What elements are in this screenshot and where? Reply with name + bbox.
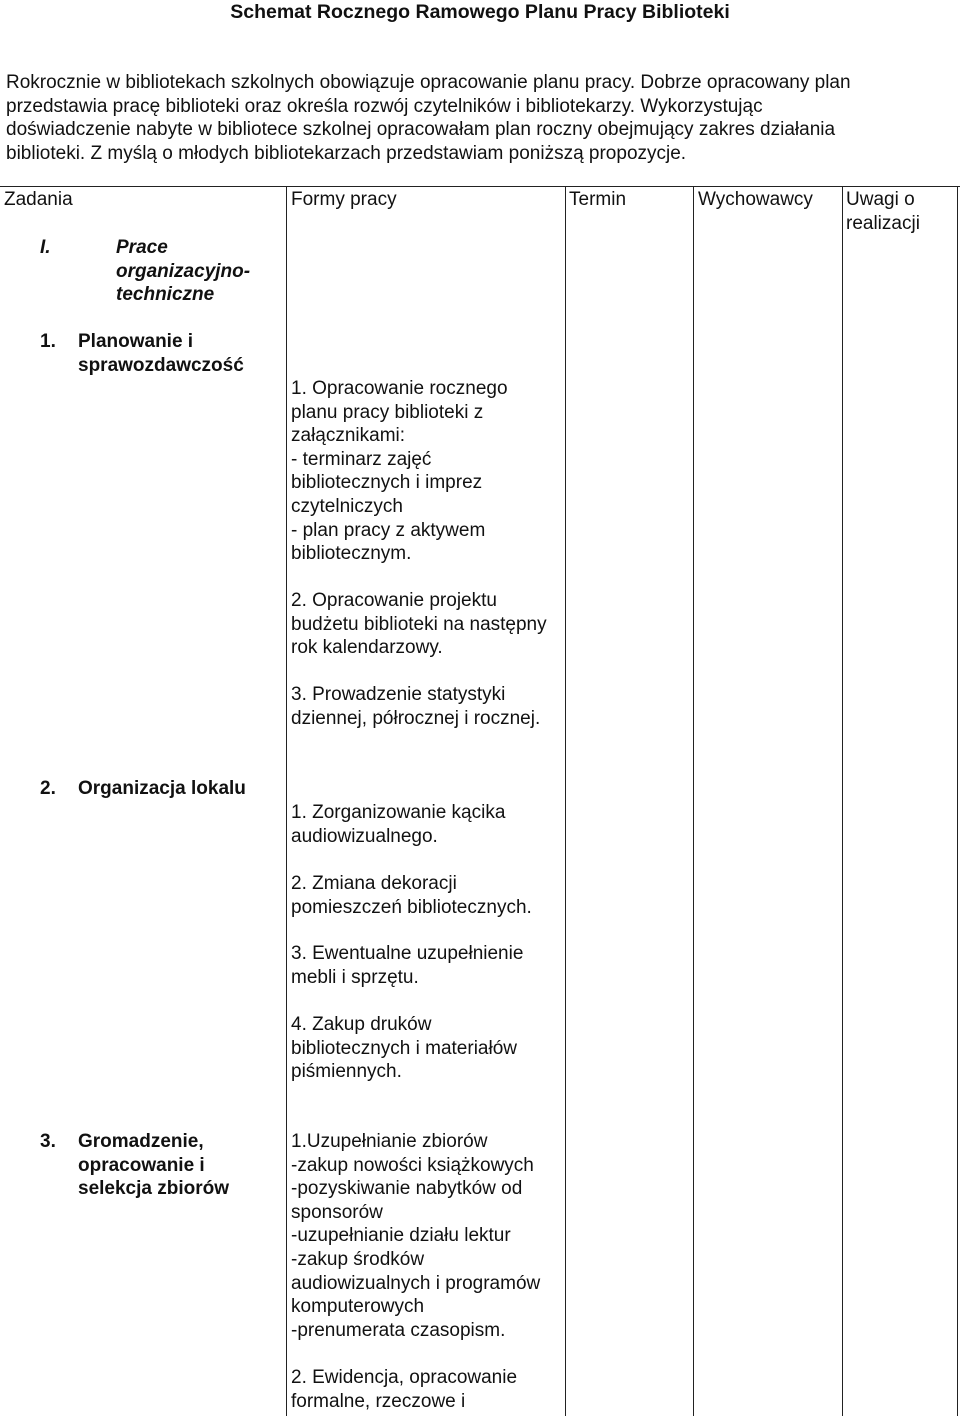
work-form-line: bibliotecznym. [291,543,412,565]
work-form-item [291,801,571,848]
work-form-line: - terminarz zajęć [291,448,432,470]
work-form-line: -prenumerata czasopism. [291,1319,506,1341]
work-form-item [291,1366,571,1413]
work-form-line: bibliotecznych i materiałów [291,1037,517,1059]
work-form-item [291,872,571,919]
work-form-line: -uzupełnianie działu lektur [291,1225,511,1247]
work-form-line: -zakup nowości książkowych [291,1154,534,1176]
work-form-line: 3. Prowadzenie statystyki [291,684,506,705]
work-form-line: planu pracy biblioteki z [291,401,484,423]
plan-table [0,186,960,1416]
work-form-line: formalne, rzeczowe i [291,1390,466,1412]
task-number: 1. [40,331,56,352]
intro-line: Rokrocznie w bibliotekach szkolnych obowiązuje opracowanie planu pracy. Dobrze opracowany plan [6,72,851,93]
work-form-line: sponsorów [291,1201,383,1223]
task-label: Planowanie i sprawozdawczość [78,331,244,376]
work-form-line: 2. Ewidencja, opracowanie [291,1367,518,1388]
work-form-line: mebli i sprzętu. [291,966,419,988]
header-notes: Uwagi o realizacji [846,189,920,234]
work-form-item [291,1013,571,1084]
work-form-line: 2. Opracowanie projektu [291,590,497,611]
header-forms: Formy pracy [291,189,397,210]
work-form-line: 4. Zakup druków [291,1014,432,1035]
work-form-line: 3. Ewentualne uzupełnienie [291,943,524,964]
intro-line: biblioteki. Z myślą o młodych bibliotekarzach przedstawiam poniższą propozycje. [6,142,687,164]
work-form-line: rok kalendarzowy. [291,637,443,659]
work-form-item [291,589,571,660]
work-form-line: dziennej, półrocznej i rocznej. [291,707,541,729]
table-top-border [0,186,960,187]
column-divider [693,186,694,1416]
column-divider [842,186,843,1416]
work-form-item [291,1130,571,1342]
work-form-line: audiowizualnego. [291,825,438,847]
task-number: 3. [40,1131,56,1152]
work-form-line: bibliotecznych i imprez [291,472,483,494]
work-form-item [291,942,571,989]
column-divider [286,186,287,1416]
task-label: Gromadzenie, opracowanie i selekcja zbiorów [78,1131,230,1200]
task-number: 2. [40,778,56,799]
document-title: Schemat Rocznego Ramowego Planu Pracy Biblioteki [230,1,730,23]
work-form-line: -zakup środków [291,1248,425,1270]
work-form-line: -pozyskiwanie nabytków od [291,1178,523,1200]
work-form-line: komputerowych [291,1296,425,1318]
work-form-line: 1.Uzupełnianie zbiorów [291,1131,488,1152]
work-form-line: - plan pracy z aktywem [291,519,486,541]
work-form-line: 1. Zorganizowanie kącika [291,802,506,823]
work-form-line: 1. Opracowanie rocznego [291,378,508,399]
work-form-line: piśmiennych. [291,1061,402,1083]
work-form-line: czytelniczych [291,495,403,517]
section-number: I. [40,237,51,258]
work-form-item [291,377,571,566]
work-form-line: 2. Zmiana dekoracji [291,873,457,894]
section-label: Prace organizacyjno- techniczne [116,237,251,306]
work-form-line: audiowizualnych i programów [291,1272,541,1294]
work-form-line: załącznikami: [291,425,406,447]
header-tasks: Zadania [4,189,73,210]
header-educators: Wychowawcy [698,189,813,210]
intro-paragraph [6,71,956,165]
header-term: Termin [569,189,627,210]
task-label: Organizacja lokalu [78,778,246,799]
work-form-item [291,683,571,730]
intro-line: przedstawia pracę biblioteki oraz określa rozwój czytelników i bibliotekarzy. Wykorzystując [6,95,763,117]
table-right-border [957,186,958,1416]
intro-line: doświadczenie nabyte w bibliotece szkolnej opracowałam plan roczny obejmujący zakres działania [6,119,836,141]
work-form-line: pomieszczeń bibliotecznych. [291,896,532,918]
work-form-line: budżetu biblioteki na następny [291,613,547,635]
